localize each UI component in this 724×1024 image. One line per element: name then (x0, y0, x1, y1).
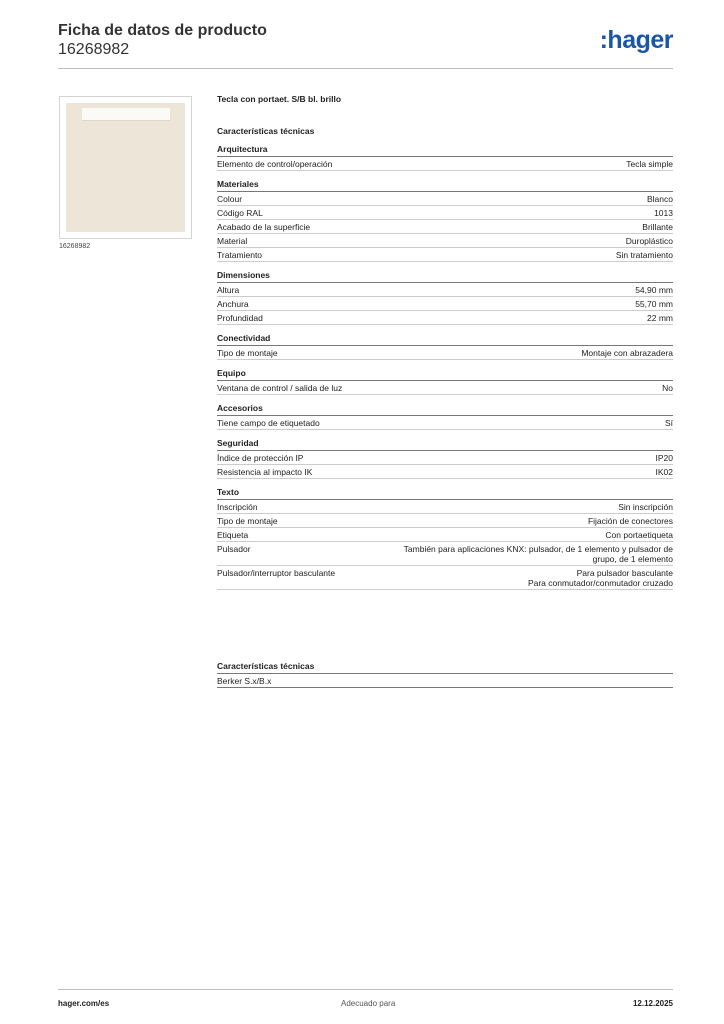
spec-label: Profundidad (217, 313, 263, 323)
spec-value: Sin tratamiento (615, 250, 673, 260)
spec-value: Brillante (642, 222, 673, 232)
spec-label: Tiene campo de etiquetado (217, 418, 320, 428)
spec-label: Anchura (217, 299, 249, 309)
spec-group (217, 144, 673, 171)
spec-label: Tipo de montaje (217, 348, 278, 358)
spec-value: Blanco (647, 194, 673, 204)
spec-value: IP20 (655, 453, 673, 463)
group-title: Conectividad (217, 333, 673, 346)
spec-row (217, 500, 673, 514)
spec-row (217, 514, 673, 528)
spec-row (217, 528, 673, 542)
spec-label: Ventana de control / salida de luz (217, 383, 343, 393)
label-field (82, 108, 170, 121)
group-title: Arquitectura (217, 144, 673, 157)
section-2-row: Berker S.x/B.x (217, 674, 673, 688)
spec-value: 54,90 mm (635, 285, 673, 295)
spec-row (217, 206, 673, 220)
spec-label: Acabado de la superficie (217, 222, 311, 232)
spec-row (217, 381, 673, 395)
group-title: Materiales (217, 179, 673, 192)
spec-row (217, 542, 673, 566)
spec-label: Elemento de control/operación (217, 159, 333, 169)
spec-value: Con portaetiqueta (605, 530, 673, 540)
spec-row (217, 451, 673, 465)
spec-groups (217, 144, 673, 590)
spec-value: Para pulsador basculante Para conmutador/conmutador cruzado (527, 568, 673, 588)
spec-value: 1013 (654, 208, 673, 218)
spec-label: Pulsador/interruptor basculante (217, 568, 336, 578)
document-title: Ficha de datos de producto (58, 22, 267, 39)
spec-group (217, 179, 673, 262)
spec-label: Tipo de montaje (217, 516, 278, 526)
spec-value: Montaje con abrazadera (581, 348, 673, 358)
spec-row (217, 192, 673, 206)
spec-value: 22 mm (647, 313, 673, 323)
group-title: Seguridad (217, 438, 673, 451)
spec-value: También para aplicaciones KNX: pulsador, de 1 elemento y pulsador de grupo, de 1 elemento (403, 544, 673, 564)
footer-center-text: Adecuado para (341, 999, 396, 1008)
footer-date: 12.12.2025 (632, 999, 673, 1008)
spec-row (217, 566, 673, 590)
spec-group (217, 333, 673, 360)
spec-value: Sin inscripción (618, 502, 673, 512)
spec-row (217, 157, 673, 171)
spec-group (217, 270, 673, 325)
spec-group (217, 438, 673, 479)
group-title: Texto (217, 487, 673, 500)
page-footer (58, 989, 673, 1010)
spec-label: Colour (217, 194, 243, 204)
spec-group (217, 487, 673, 590)
spec-row (217, 297, 673, 311)
spec-label: Inscripción (217, 502, 258, 512)
spec-row (217, 234, 673, 248)
spec-label: Pulsador (217, 544, 251, 554)
spec-label: Código RAL (217, 208, 263, 218)
spec-value: IK02 (655, 467, 673, 477)
spec-value: Fijación de conectores (587, 516, 673, 526)
image-caption: 16268982 (59, 243, 91, 250)
spec-group (217, 403, 673, 430)
spec-value: Tecla simple (626, 159, 673, 169)
group-title: Dimensiones (217, 270, 673, 283)
product-image-frame (59, 96, 192, 239)
product-image (66, 103, 185, 232)
spec-label: Altura (217, 285, 240, 295)
spec-row (217, 311, 673, 325)
spec-row (217, 283, 673, 297)
spec-row (217, 220, 673, 234)
product-code: 16268982 (58, 41, 130, 58)
product-name: Tecla con portaet. S/B bl. brillo (217, 94, 342, 104)
section-2 (217, 661, 673, 688)
spec-row (217, 346, 673, 360)
spec-label: Etiqueta (217, 530, 249, 540)
spec-row (217, 416, 673, 430)
spec-value: Sí (664, 418, 673, 428)
spec-label: Índice de protección IP (217, 453, 304, 463)
spec-value: 55,70 mm (635, 299, 673, 309)
footer-website[interactable]: hager.com/es (58, 999, 110, 1008)
spec-label: Tratamiento (217, 250, 263, 260)
hager-logo: :hager (599, 26, 673, 54)
group-title: Equipo (217, 368, 673, 381)
spec-value: Duroplástico (625, 236, 673, 246)
header-divider (58, 68, 673, 69)
page-header (58, 20, 673, 68)
spec-value: No (662, 383, 673, 393)
spec-label: Resistencia al impacto IK (217, 467, 313, 477)
section-title: Características técnicas (217, 126, 315, 136)
spec-label: Material (217, 236, 248, 246)
spec-content (217, 94, 673, 598)
spec-row (217, 248, 673, 262)
spec-row (217, 465, 673, 479)
spec-group (217, 368, 673, 395)
group-title: Accesorios (217, 403, 673, 416)
section-2-title: Características técnicas (217, 661, 673, 674)
